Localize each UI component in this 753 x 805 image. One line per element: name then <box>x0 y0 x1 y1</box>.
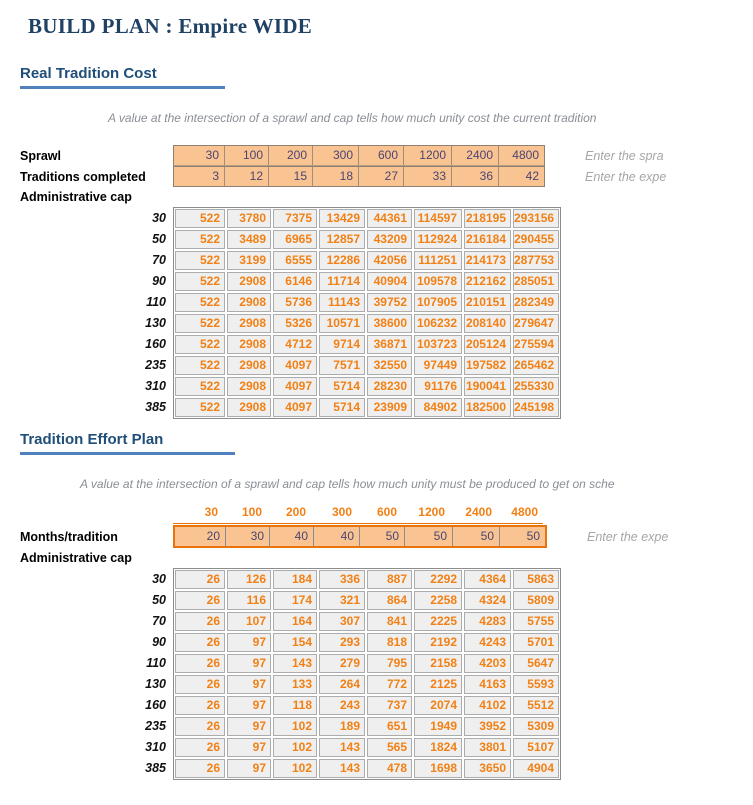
grid-cell: 4243 <box>464 633 511 652</box>
grid-cell: 5701 <box>513 633 559 652</box>
grid-cell: 103723 <box>414 335 462 354</box>
grid-cell: 26 <box>175 759 225 778</box>
grid-cell: 32550 <box>367 356 412 375</box>
grid-cell: 26 <box>175 696 225 715</box>
grid-cell: 26 <box>175 675 225 694</box>
grid-cell: 2908 <box>227 398 271 417</box>
traditions-value-cell: 15 <box>268 167 312 186</box>
grid-cell: 3489 <box>227 230 271 249</box>
grid-cell: 133 <box>273 675 317 694</box>
grid-cell: 7571 <box>319 356 365 375</box>
grid-cell: 243 <box>319 696 365 715</box>
page-title: BUILD PLAN : Empire WIDE <box>28 14 313 38</box>
grid-cell: 2908 <box>227 293 271 312</box>
effort-table <box>20 568 753 780</box>
grid-cell: 97 <box>227 759 271 778</box>
grid-cell: 737 <box>367 696 412 715</box>
grid-cell: 97 <box>227 738 271 757</box>
grid-cell: 102 <box>273 717 317 736</box>
row-header: 90 <box>152 635 166 649</box>
grid-cell: 36871 <box>367 335 412 354</box>
grid-cell: 4364 <box>464 570 511 589</box>
grid-cell: 143 <box>273 654 317 673</box>
grid-cell: 1949 <box>414 717 462 736</box>
grid-cell: 4283 <box>464 612 511 631</box>
grid-cell: 818 <box>367 633 412 652</box>
grid-cell: 4712 <box>273 335 317 354</box>
grid-cell: 1824 <box>414 738 462 757</box>
grid-cell: 651 <box>367 717 412 736</box>
grid-cell: 111251 <box>414 251 462 270</box>
grid-cell: 106232 <box>414 314 462 333</box>
grid-cell: 4102 <box>464 696 511 715</box>
grid-cell: 10571 <box>319 314 365 333</box>
traditions-note: Enter the expe <box>585 169 667 184</box>
grid-cell: 118 <box>273 696 317 715</box>
grid-cell: 91176 <box>414 377 462 396</box>
grid-cell: 26 <box>175 633 225 652</box>
grid-cell: 97 <box>227 696 271 715</box>
grid-cell: 143 <box>319 759 365 778</box>
grid-cell: 264 <box>319 675 365 694</box>
grid-cell: 40904 <box>367 272 412 291</box>
section-real-tradition-cost <box>0 65 753 419</box>
row-header: 235 <box>145 719 166 733</box>
grid-cell: 522 <box>175 293 225 312</box>
grid-cell: 2908 <box>227 314 271 333</box>
grid-cell: 245198 <box>513 398 559 417</box>
row-header: 385 <box>145 761 166 775</box>
grid-cell: 26 <box>175 591 225 610</box>
grid-cell: 864 <box>367 591 412 610</box>
grid-cell: 4163 <box>464 675 511 694</box>
grid-cell: 772 <box>367 675 412 694</box>
grid-cell: 97449 <box>414 356 462 375</box>
months-note: Enter the expe <box>587 529 669 544</box>
grid-cell: 478 <box>367 759 412 778</box>
sprawl-value-cell: 2400 <box>451 146 498 165</box>
row-header: 310 <box>145 379 166 393</box>
effort-sprawl-header <box>173 505 543 524</box>
grid-cell: 5863 <box>513 570 559 589</box>
grid-cell: 28230 <box>367 377 412 396</box>
grid-cell: 5714 <box>319 377 365 396</box>
grid-cell: 522 <box>175 335 225 354</box>
row-header: 130 <box>145 677 166 691</box>
grid-cell: 275594 <box>513 335 559 354</box>
grid-cell: 5736 <box>273 293 317 312</box>
grid-cell: 11143 <box>319 293 365 312</box>
grid-cell: 2908 <box>227 272 271 291</box>
grid-cell: 107905 <box>414 293 462 312</box>
grid-cell: 6146 <box>273 272 317 291</box>
row-header: 70 <box>152 253 166 267</box>
grid-cell: 522 <box>175 251 225 270</box>
sprawl-value-cell: 300 <box>312 146 358 165</box>
grid-cell: 42056 <box>367 251 412 270</box>
grid-cell: 293156 <box>513 209 559 228</box>
months-value-cell: 20 <box>175 527 225 546</box>
grid-cell: 2258 <box>414 591 462 610</box>
grid-cell: 2225 <box>414 612 462 631</box>
grid-cell: 114597 <box>414 209 462 228</box>
traditions-value-cell: 3 <box>174 167 224 186</box>
months-value-cell: 30 <box>225 527 269 546</box>
traditions-value-cell: 42 <box>498 167 544 186</box>
sprawl-row <box>20 145 753 166</box>
grid-cell: 279647 <box>513 314 559 333</box>
grid-cell: 3650 <box>464 759 511 778</box>
grid-cell: 164 <box>273 612 317 631</box>
grid-cell: 2192 <box>414 633 462 652</box>
row-header: 30 <box>152 211 166 225</box>
effort-data-grid <box>173 568 561 780</box>
sprawl-header-cell: 200 <box>285 505 306 519</box>
sprawl-header-cell: 4800 <box>511 505 538 519</box>
administrative-cap-label: Administrative cap <box>20 190 132 204</box>
grid-cell: 174 <box>273 591 317 610</box>
grid-cell: 109578 <box>414 272 462 291</box>
grid-cell: 184 <box>273 570 317 589</box>
section-description: A value at the intersection of a sprawl and cap tells how much unity must be produced to get on sche <box>80 477 615 491</box>
grid-cell: 97 <box>227 675 271 694</box>
section-tradition-effort-plan <box>0 431 753 780</box>
grid-cell: 2908 <box>227 335 271 354</box>
sprawl-value-cell: 30 <box>174 146 224 165</box>
grid-cell: 5714 <box>319 398 365 417</box>
grid-cell: 3952 <box>464 717 511 736</box>
grid-cell: 6965 <box>273 230 317 249</box>
grid-cell: 3199 <box>227 251 271 270</box>
grid-cell: 23909 <box>367 398 412 417</box>
sprawl-value-cell: 1200 <box>403 146 451 165</box>
grid-cell: 97 <box>227 717 271 736</box>
grid-cell: 4097 <box>273 377 317 396</box>
grid-cell: 565 <box>367 738 412 757</box>
sprawl-values-table <box>173 145 545 166</box>
row-header: 235 <box>145 358 166 372</box>
months-value-cell: 40 <box>313 527 359 546</box>
months-value-cell: 50 <box>359 527 404 546</box>
grid-cell: 11714 <box>319 272 365 291</box>
grid-cell: 84902 <box>414 398 462 417</box>
sprawl-note: Enter the spra <box>585 148 664 163</box>
row-header: 50 <box>152 232 166 246</box>
grid-cell: 841 <box>367 612 412 631</box>
grid-cell: 336 <box>319 570 365 589</box>
traditions-values-table <box>173 166 545 187</box>
grid-cell: 7375 <box>273 209 317 228</box>
grid-cell: 5309 <box>513 717 559 736</box>
grid-cell: 26 <box>175 717 225 736</box>
grid-cell: 26 <box>175 570 225 589</box>
grid-cell: 4203 <box>464 654 511 673</box>
grid-cell: 4097 <box>273 356 317 375</box>
section-heading: Real Tradition Cost <box>20 65 157 82</box>
grid-cell: 102 <box>273 738 317 757</box>
section-heading-rule <box>20 86 225 89</box>
grid-cell: 4904 <box>513 759 559 778</box>
grid-cell: 4324 <box>464 591 511 610</box>
grid-cell: 102 <box>273 759 317 778</box>
grid-cell: 38600 <box>367 314 412 333</box>
grid-cell: 208140 <box>464 314 511 333</box>
grid-cell: 190041 <box>464 377 511 396</box>
months-value-cell: 50 <box>499 527 545 546</box>
grid-cell: 12286 <box>319 251 365 270</box>
grid-cell: 26 <box>175 654 225 673</box>
grid-cell: 216184 <box>464 230 511 249</box>
row-header: 50 <box>152 593 166 607</box>
months-label: Months/tradition <box>20 529 118 544</box>
months-row <box>20 525 753 548</box>
grid-cell: 97 <box>227 654 271 673</box>
grid-cell: 154 <box>273 633 317 652</box>
grid-cell: 2074 <box>414 696 462 715</box>
section-heading-rule <box>20 452 235 455</box>
months-value-cell: 50 <box>452 527 499 546</box>
grid-cell: 795 <box>367 654 412 673</box>
grid-cell: 2908 <box>227 377 271 396</box>
effort-sprawl-header-row <box>20 505 753 525</box>
grid-cell: 522 <box>175 209 225 228</box>
grid-cell: 212162 <box>464 272 511 291</box>
grid-cell: 1698 <box>414 759 462 778</box>
traditions-value-cell: 12 <box>224 167 268 186</box>
grid-cell: 2908 <box>227 356 271 375</box>
cost-data-grid <box>173 207 561 419</box>
grid-cell: 97 <box>227 633 271 652</box>
grid-cell: 26 <box>175 612 225 631</box>
grid-cell: 293 <box>319 633 365 652</box>
sprawl-header-cell: 600 <box>376 505 397 519</box>
cost-table <box>20 207 753 419</box>
grid-cell: 522 <box>175 377 225 396</box>
grid-cell: 522 <box>175 272 225 291</box>
grid-cell: 143 <box>319 738 365 757</box>
row-header: 130 <box>145 316 166 330</box>
grid-cell: 26 <box>175 738 225 757</box>
row-header: 70 <box>152 614 166 628</box>
grid-cell: 43209 <box>367 230 412 249</box>
grid-cell: 210151 <box>464 293 511 312</box>
grid-cell: 107 <box>227 612 271 631</box>
grid-cell: 5512 <box>513 696 559 715</box>
grid-cell: 285051 <box>513 272 559 291</box>
traditions-value-cell: 18 <box>312 167 358 186</box>
grid-cell: 5647 <box>513 654 559 673</box>
grid-cell: 39752 <box>367 293 412 312</box>
row-header: 160 <box>145 337 166 351</box>
row-header: 310 <box>145 740 166 754</box>
row-header: 30 <box>152 572 166 586</box>
grid-cell: 287753 <box>513 251 559 270</box>
grid-cell: 321 <box>319 591 365 610</box>
grid-cell: 255330 <box>513 377 559 396</box>
sprawl-value-cell: 200 <box>268 146 312 165</box>
grid-cell: 214173 <box>464 251 511 270</box>
traditions-row <box>20 166 753 187</box>
months-value-cell: 50 <box>404 527 452 546</box>
grid-cell: 279 <box>319 654 365 673</box>
grid-cell: 3801 <box>464 738 511 757</box>
administrative-cap-label: Administrative cap <box>20 551 132 565</box>
grid-cell: 522 <box>175 356 225 375</box>
grid-cell: 189 <box>319 717 365 736</box>
sprawl-value-cell: 600 <box>358 146 403 165</box>
row-header: 90 <box>152 274 166 288</box>
sprawl-header-cell: 2400 <box>465 505 492 519</box>
traditions-value-cell: 36 <box>451 167 498 186</box>
grid-cell: 522 <box>175 314 225 333</box>
grid-cell: 44361 <box>367 209 412 228</box>
sprawl-header-cell: 100 <box>241 505 262 519</box>
sprawl-value-cell: 4800 <box>498 146 544 165</box>
grid-cell: 522 <box>175 230 225 249</box>
grid-cell: 116 <box>227 591 271 610</box>
grid-cell: 9714 <box>319 335 365 354</box>
grid-cell: 4097 <box>273 398 317 417</box>
effort-row-header-column <box>20 568 173 780</box>
grid-cell: 126 <box>227 570 271 589</box>
traditions-value-cell: 27 <box>358 167 403 186</box>
grid-cell: 12857 <box>319 230 365 249</box>
sprawl-label: Sprawl <box>20 148 61 163</box>
sprawl-header-cell: 300 <box>331 505 352 519</box>
grid-cell: 2125 <box>414 675 462 694</box>
grid-cell: 205124 <box>464 335 511 354</box>
grid-cell: 887 <box>367 570 412 589</box>
row-header: 160 <box>145 698 166 712</box>
grid-cell: 522 <box>175 398 225 417</box>
grid-cell: 6555 <box>273 251 317 270</box>
grid-cell: 112924 <box>414 230 462 249</box>
grid-cell: 5593 <box>513 675 559 694</box>
row-header: 110 <box>146 295 166 309</box>
row-header: 110 <box>146 656 166 670</box>
section-heading: Tradition Effort Plan <box>20 431 164 448</box>
grid-cell: 197582 <box>464 356 511 375</box>
row-header: 385 <box>145 400 166 414</box>
months-values-table <box>173 525 547 548</box>
grid-cell: 5755 <box>513 612 559 631</box>
grid-cell: 2292 <box>414 570 462 589</box>
grid-cell: 3780 <box>227 209 271 228</box>
sprawl-header-cell: 1200 <box>418 505 445 519</box>
grid-cell: 282349 <box>513 293 559 312</box>
months-value-cell: 40 <box>269 527 313 546</box>
grid-cell: 5107 <box>513 738 559 757</box>
grid-cell: 5809 <box>513 591 559 610</box>
grid-cell: 2158 <box>414 654 462 673</box>
grid-cell: 307 <box>319 612 365 631</box>
cost-row-header-column <box>20 207 173 419</box>
grid-cell: 5326 <box>273 314 317 333</box>
grid-cell: 265462 <box>513 356 559 375</box>
traditions-label: Traditions completed <box>20 169 146 184</box>
section-description: A value at the intersection of a sprawl and cap tells how much unity cost the current tradition <box>108 111 597 125</box>
sprawl-header-cell: 30 <box>204 505 218 519</box>
grid-cell: 218195 <box>464 209 511 228</box>
sprawl-value-cell: 100 <box>224 146 268 165</box>
grid-cell: 13429 <box>319 209 365 228</box>
traditions-value-cell: 33 <box>403 167 451 186</box>
grid-cell: 290455 <box>513 230 559 249</box>
grid-cell: 182500 <box>464 398 511 417</box>
